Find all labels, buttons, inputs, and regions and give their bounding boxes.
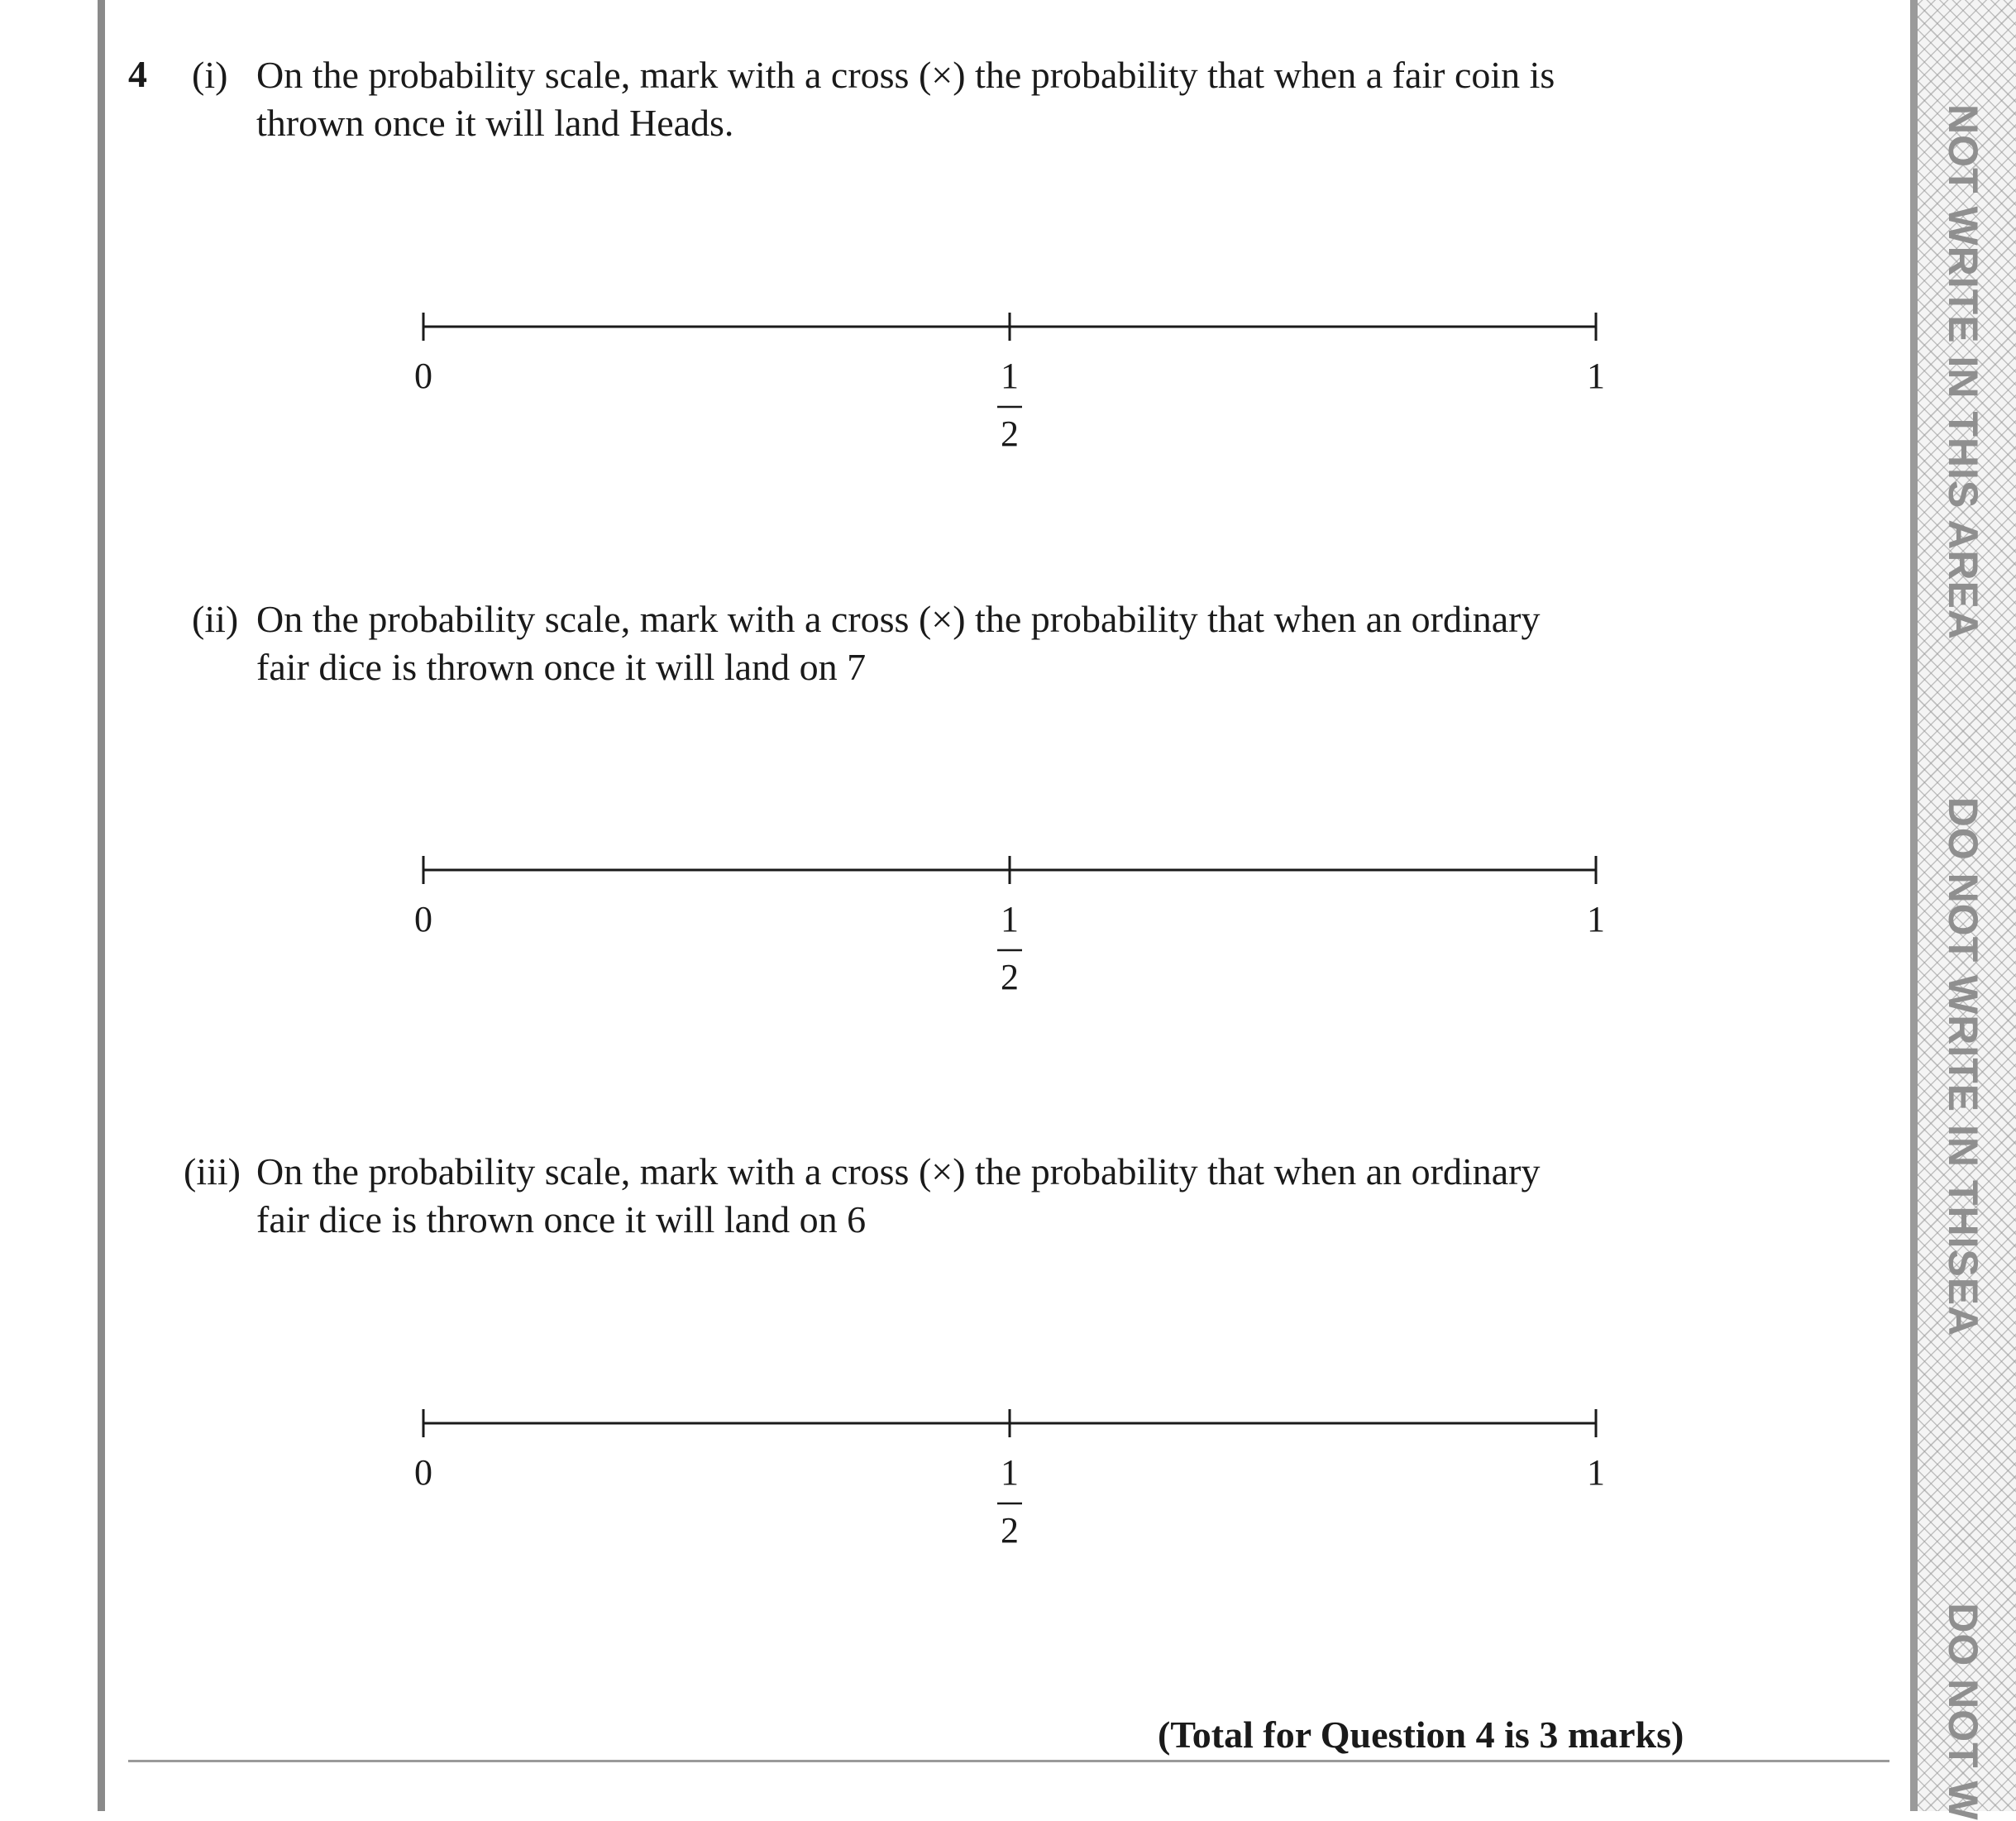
label-half-numerator: 1 [1001, 1452, 1019, 1493]
label-half-denominator: 2 [1001, 1510, 1019, 1551]
label-zero: 0 [414, 1452, 432, 1493]
label-half-numerator: 1 [1001, 899, 1019, 939]
probability-scale-iii[interactable] [414, 1409, 1605, 1551]
label-one: 1 [1587, 1452, 1605, 1493]
question-text-line: thrown once it will land Heads. [256, 102, 734, 144]
part-label: (ii) [192, 598, 239, 640]
label-one: 1 [1587, 899, 1605, 939]
question-number: 4 [128, 53, 147, 95]
label-half-denominator: 2 [1001, 413, 1019, 454]
margin-warning-3: DO NOT W [1940, 1603, 1986, 1821]
label-half-numerator: 1 [1001, 356, 1019, 396]
probability-scale-i[interactable] [414, 313, 1605, 454]
question-text-line: fair dice is thrown once it will land on 6 [256, 1198, 867, 1240]
margin-warning-2: DO NOT WRITE IN THISEA [1940, 796, 1986, 1337]
margin-warning-1: NOT WRITE IN THIS AREA [1940, 104, 1986, 640]
probability-scale-ii[interactable] [414, 856, 1605, 997]
part-label: (iii) [184, 1150, 241, 1192]
part-label: (i) [192, 54, 228, 96]
label-zero: 0 [414, 899, 432, 939]
question-total: (Total for Question 4 is 3 marks) [1158, 1713, 1684, 1756]
bottom-rule [128, 1760, 1889, 1762]
label-half-denominator: 2 [1001, 957, 1019, 997]
label-one: 1 [1587, 356, 1605, 396]
question-text-line: On the probability scale, mark with a cross (×) the probability that when an ordinary [256, 1150, 1541, 1192]
question-text-line: On the probability scale, mark with a cross (×) the probability that when an ordinary [256, 598, 1541, 640]
label-zero: 0 [414, 356, 432, 396]
question-text-line: fair dice is thrown once it will land on 7 [256, 646, 867, 688]
question-text-line: On the probability scale, mark with a cross (×) the probability that when a fair coin is [256, 54, 1555, 96]
